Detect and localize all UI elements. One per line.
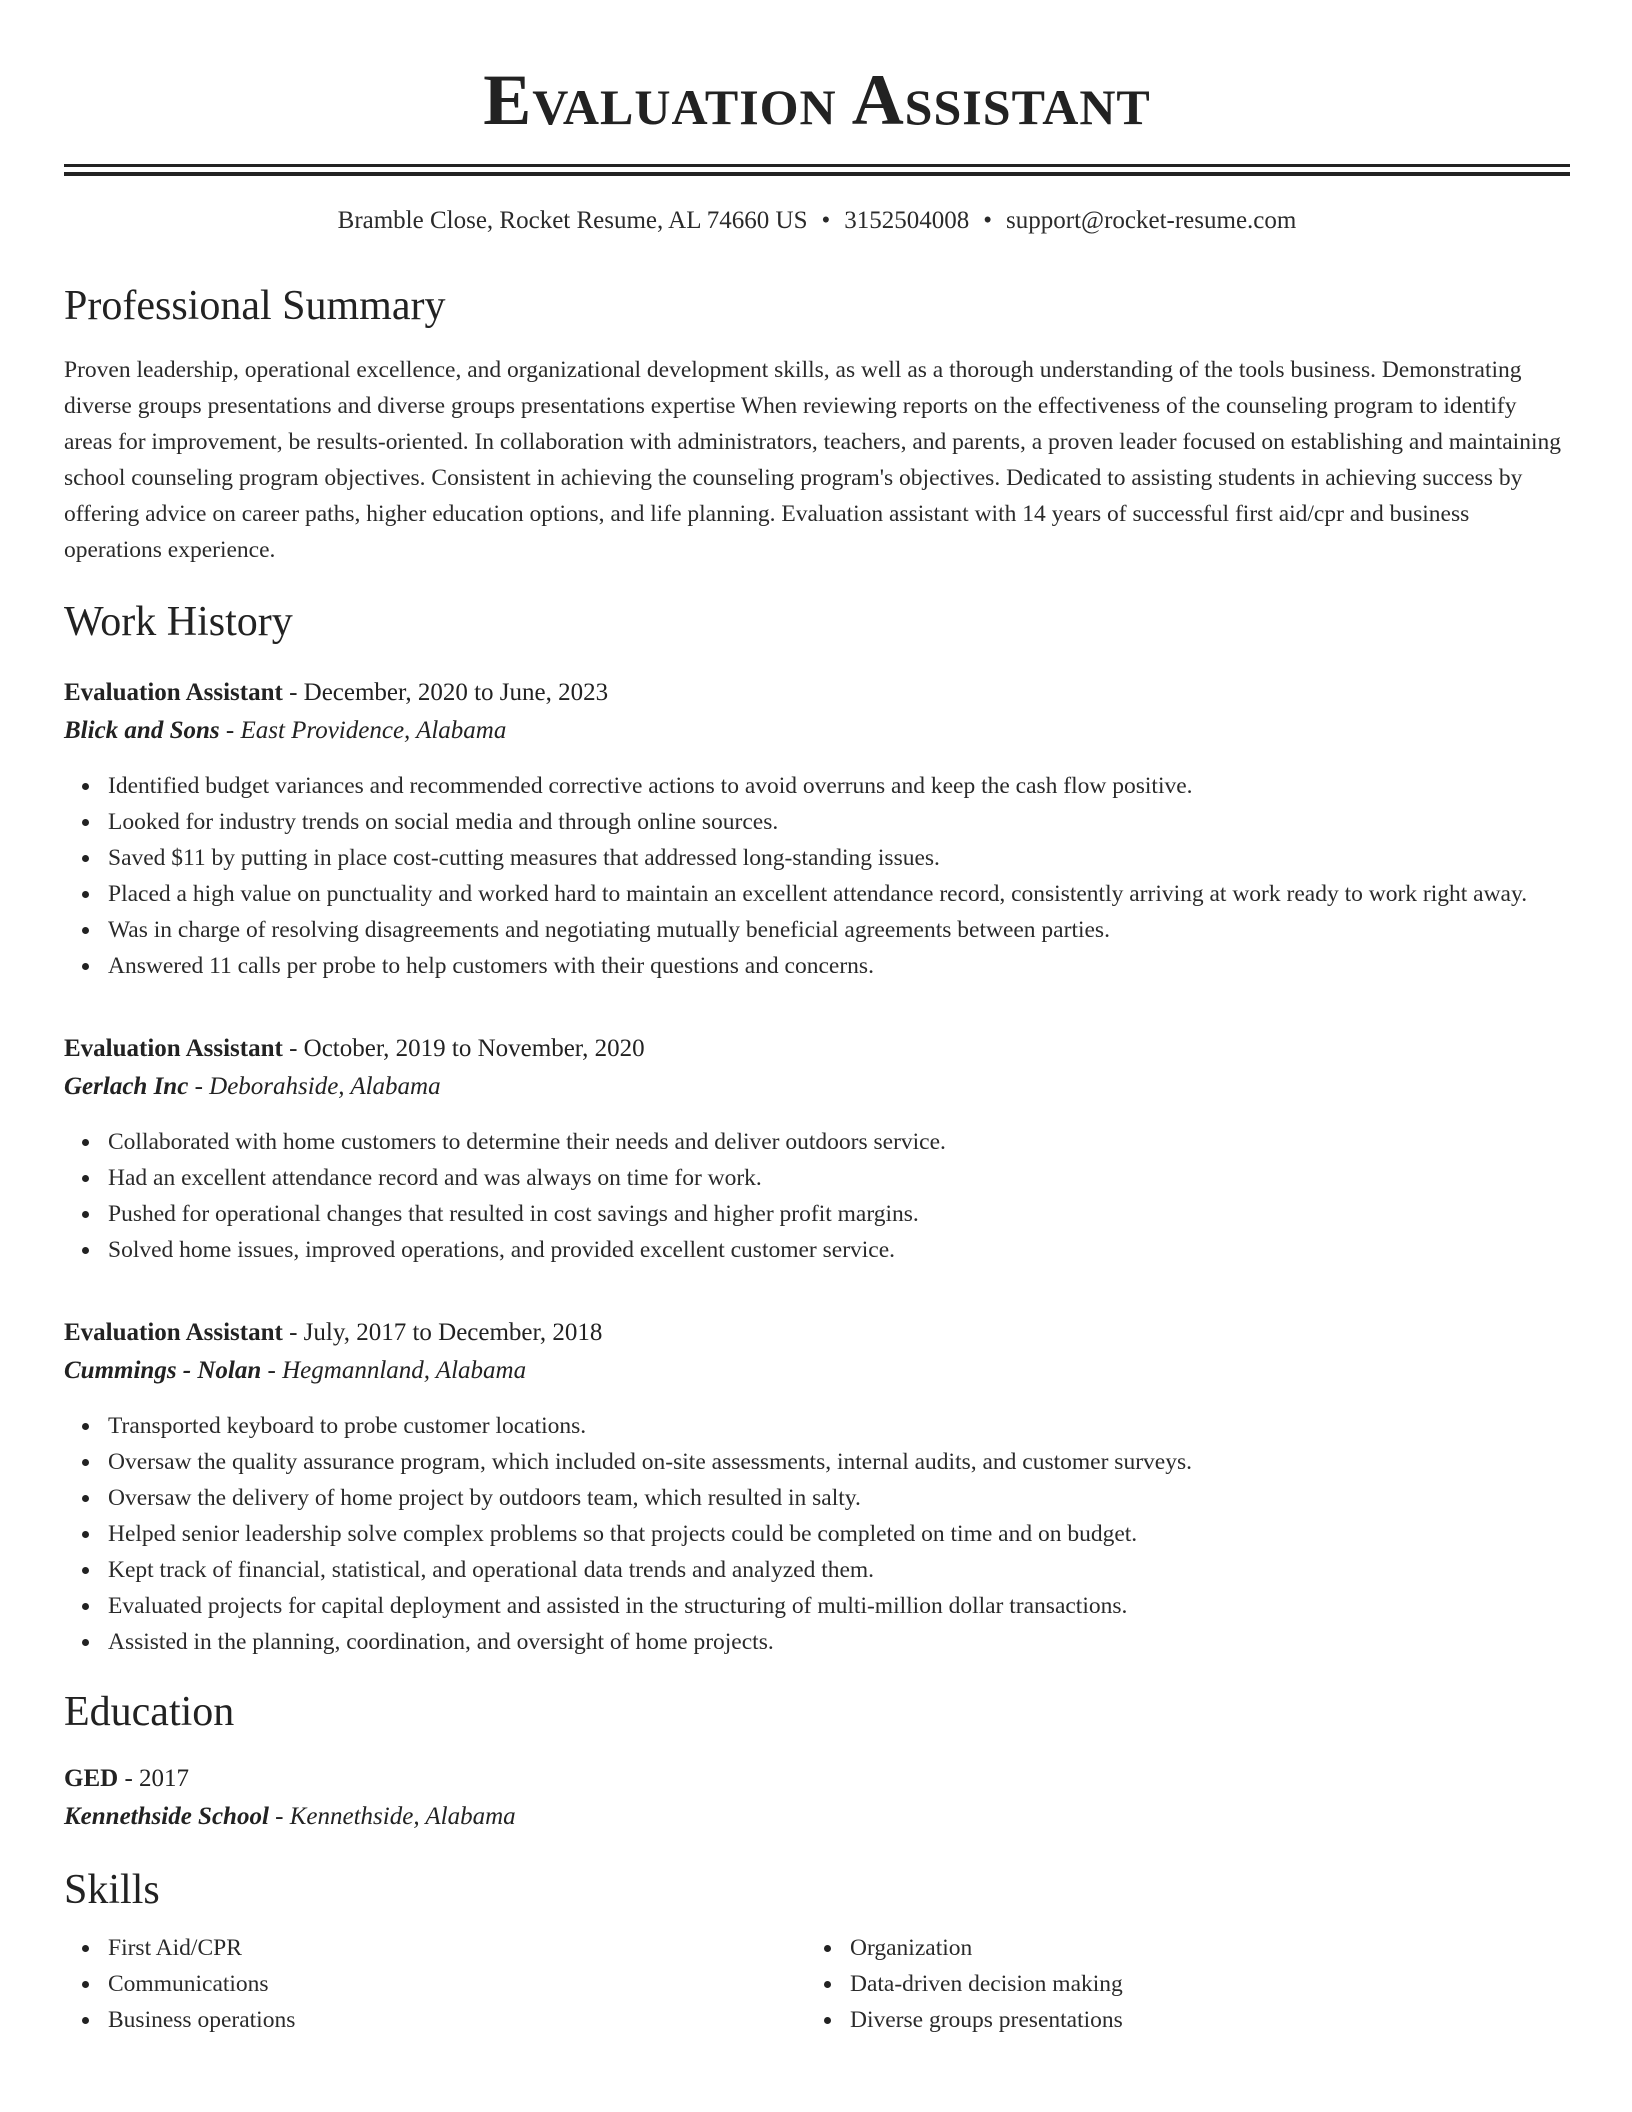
list-item: Answered 11 calls per probe to help customers with their questions and concerns. <box>108 948 1570 984</box>
company-line <box>64 1068 1570 1106</box>
job-bullets <box>64 1408 1570 1660</box>
company-location: Hegmannland, Alabama <box>282 1357 527 1384</box>
job-dates: October, 2019 to November, 2020 <box>303 1035 645 1062</box>
company-name: Gerlach Inc <box>64 1073 189 1100</box>
header-double-rule <box>64 164 1570 176</box>
dash: - <box>124 1765 133 1792</box>
work-history-heading: Work History <box>64 599 293 645</box>
dash: - <box>289 1319 298 1346</box>
skill-item: Diverse groups presentations <box>850 2002 1548 2038</box>
school-name: Kennethside School <box>64 1803 269 1830</box>
list-item: Assisted in the planning, coordination, and oversight of home projects. <box>108 1624 1570 1660</box>
job-entry <box>64 1314 1570 1660</box>
school-location: Kennethside, Alabama <box>289 1803 516 1830</box>
skills-grid <box>64 1930 1570 2038</box>
job-role: Evaluation Assistant <box>64 1035 283 1062</box>
education-entry <box>64 1760 1570 1836</box>
dash: - <box>267 1357 276 1384</box>
list-item: Collaborated with home customers to determine their needs and deliver outdoors service. <box>108 1124 1570 1160</box>
skill-item: Communications <box>108 1966 806 2002</box>
company-name: Cummings - Nolan <box>64 1357 262 1384</box>
job-dates: July, 2017 to December, 2018 <box>303 1319 603 1346</box>
skills-heading: Skills <box>64 1867 160 1913</box>
list-item: Looked for industry trends on social media and through online sources. <box>108 804 1570 840</box>
school-line <box>64 1798 1570 1836</box>
job-title-line <box>64 1314 1570 1352</box>
job-bullets <box>64 768 1570 984</box>
contact-line <box>64 204 1570 238</box>
skill-item: Business operations <box>108 2002 806 2038</box>
job-entry <box>64 1030 1570 1268</box>
skills-list <box>64 1930 806 2038</box>
summary-heading: Professional Summary <box>64 283 446 329</box>
list-item: Helped senior leadership solve complex problems so that projects could be completed on time and on budget. <box>108 1516 1570 1552</box>
degree: GED <box>64 1765 119 1792</box>
education-year: 2017 <box>139 1765 190 1792</box>
list-item: Placed a high value on punctuality and worked hard to maintain an excellent attendance record, consistently arriving at work ready to work right away. <box>108 876 1570 912</box>
job-role: Evaluation Assistant <box>64 679 283 706</box>
list-item: Kept track of financial, statistical, and operational data trends and analyzed them. <box>108 1552 1570 1588</box>
list-item: Was in charge of resolving disagreements and negotiating mutually beneficial agreements between parties. <box>108 912 1570 948</box>
dash: - <box>194 1073 203 1100</box>
job-role: Evaluation Assistant <box>64 1319 283 1346</box>
company-location: Deborahside, Alabama <box>209 1073 441 1100</box>
skill-item: Data-driven decision making <box>850 1966 1548 2002</box>
company-name: Blick and Sons <box>64 717 220 744</box>
list-item: Solved home issues, improved operations, and provided excellent customer service. <box>108 1232 1570 1268</box>
list-item: Saved $11 by putting in place cost-cutting measures that addressed long-standing issues. <box>108 840 1570 876</box>
contact-separator: • <box>821 207 831 234</box>
list-item: Identified budget variances and recommended corrective actions to avoid overruns and keep the cash flow positive. <box>108 768 1570 804</box>
list-item: Oversaw the delivery of home project by outdoors team, which resulted in salty. <box>108 1480 1570 1516</box>
job-dates: December, 2020 to June, 2023 <box>303 679 609 706</box>
skills-list <box>806 1930 1548 2038</box>
list-item: Had an excellent attendance record and was always on time for work. <box>108 1160 1570 1196</box>
company-location: East Providence, Alabama <box>240 717 507 744</box>
job-title-line <box>64 1030 1570 1068</box>
list-item: Oversaw the quality assurance program, which included on-site assessments, internal audits, and customer surveys. <box>108 1444 1570 1480</box>
summary-text: Proven leadership, operational excellence, and organizational development skills, as well as a thorough understanding of the tools business. Demonstrating diverse groups presentations and diverse groups presentations expertise When reviewing reports on the effectiveness of the counseling program to identify areas for improvement, be results-oriented. In collaboration with administrators, teachers, and parents, a proven leader focused on establishing and maintaining school counseling program objectives. Consistent in achieving the counseling program's objectives. Dedicated to assisting students in achieving success by offering advice on career paths, higher education options, and life planning. Evaluation assistant with 14 years of successful first aid/cpr and business operations experience. <box>64 357 1561 563</box>
list-item: Pushed for operational changes that resulted in cost savings and higher profit margins. <box>108 1196 1570 1232</box>
skill-item: First Aid/CPR <box>108 1930 806 1966</box>
skills-column-right <box>806 1930 1548 2038</box>
dash: - <box>289 679 298 706</box>
company-line <box>64 712 1570 750</box>
skill-item: Organization <box>850 1930 1548 1966</box>
contact-email: support@rocket-resume.com <box>1006 207 1297 234</box>
skills-column-left <box>64 1930 806 2038</box>
job-bullets <box>64 1124 1570 1268</box>
job-entry <box>64 674 1570 984</box>
list-item: Transported keyboard to probe customer locations. <box>108 1408 1570 1444</box>
list-item: Evaluated projects for capital deployment and assisted in the structuring of multi-million dollar transactions. <box>108 1588 1570 1624</box>
resume-page <box>64 0 1570 2038</box>
dash: - <box>289 1035 298 1062</box>
degree-line <box>64 1760 1570 1798</box>
contact-separator: • <box>983 207 993 234</box>
company-line <box>64 1352 1570 1390</box>
education-heading: Education <box>64 1689 235 1735</box>
resume-name: Evaluation Assistant <box>483 60 1151 140</box>
job-title-line <box>64 674 1570 712</box>
dash: - <box>225 717 235 744</box>
dash: - <box>275 1803 284 1830</box>
contact-phone: 3152504008 <box>844 207 970 234</box>
contact-address: Bramble Close, Rocket Resume, AL 74660 US <box>337 207 808 234</box>
